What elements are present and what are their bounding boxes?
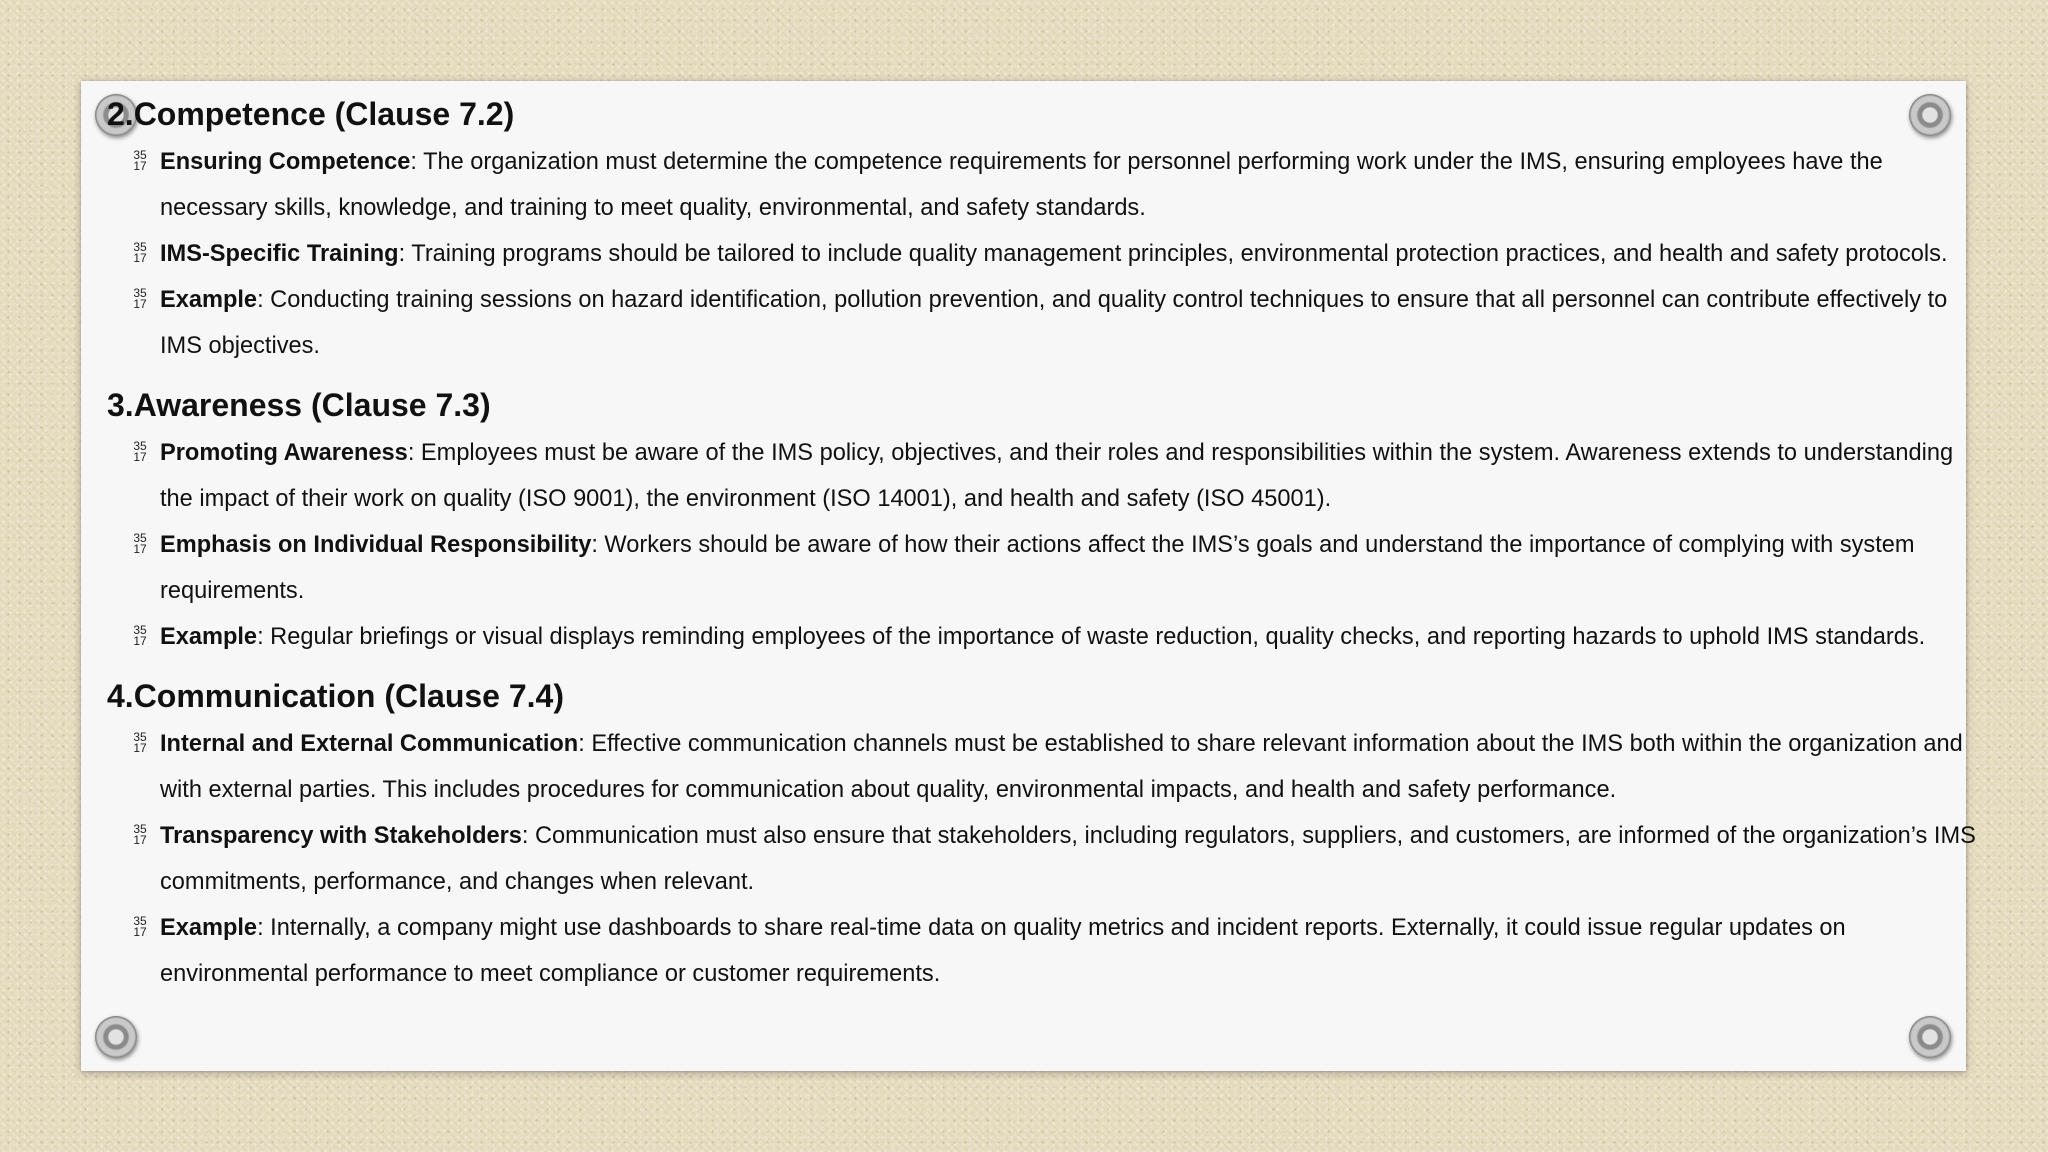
bullet-text: : The organization must determine the competence requirements for personnel performing work under the IMS, ensuring employees have the necessary skills, knowledge, and training to meet quality, environmental, and safety standards. — [160, 149, 1883, 221]
section-title: 3.Awareness (Clause 7.3) — [107, 387, 491, 423]
bullet-icon: 35 17 — [133, 439, 147, 464]
bullet-text: : Workers should be aware of how their actions affect the IMS’s goals and understand the importance of complying with system requirements. — [160, 532, 1915, 604]
bullet-icon: 35 17 — [133, 148, 147, 173]
bullet-item — [107, 905, 1990, 997]
bullet-term: Ensuring Competence — [160, 149, 411, 175]
bullet-term: Emphasis on Individual Responsibility — [160, 532, 592, 558]
bullet-text: : Training programs should be tailored to include quality management principles, environmental protection practices, and health and safety protocols. — [398, 241, 1948, 267]
bullet-icon: 35 17 — [133, 914, 147, 939]
bullet-term: IMS-Specific Training — [160, 241, 399, 267]
pushpin-icon — [1909, 1016, 1951, 1058]
slide-content — [107, 90, 1987, 997]
bullet-item — [107, 614, 1990, 660]
bullet-icon: 35 17 — [133, 240, 147, 265]
bullet-item — [107, 430, 1990, 522]
bullet-item — [107, 522, 1990, 614]
bullet-item — [107, 813, 1990, 905]
bullet-item — [107, 139, 1990, 231]
bullet-icon: 35 17 — [133, 730, 147, 755]
bullet-text: : Internally, a company might use dashboards to share real-time data on quality metrics and incident reports. Externally, it could issue regular updates on environmental performance to meet compliance or customer requirements. — [160, 915, 1846, 987]
bullet-text: : Conducting training sessions on hazard identification, pollution prevention, and quality control techniques to ensure that all personnel can contribute effectively to IMS objectives. — [160, 287, 1948, 359]
bullet-text: : Effective communication channels must be established to share relevant information about the IMS both within the organization and with external parties. This includes procedures for communication about quality, environmental impacts, and health and safety performance. — [160, 731, 1963, 803]
section-title: 4.Communication (Clause 7.4) — [107, 678, 564, 714]
bullet-icon: 35 17 — [133, 822, 147, 847]
bullet-icon: 35 17 — [133, 623, 147, 648]
bullet-icon: 35 17 — [133, 286, 147, 311]
bullet-item — [107, 231, 1990, 277]
pushpin-icon — [95, 1016, 137, 1058]
bullet-term: Internal and External Communication — [160, 731, 579, 757]
bullet-text: : Communication must also ensure that stakeholders, including regulators, suppliers, and customers, are informed of the organization’s IMS commitments, performance, and changes when relevant. — [160, 823, 1976, 895]
bullet-item — [107, 277, 1990, 369]
bullet-term: Promoting Awareness — [160, 440, 408, 466]
bullet-icon: 35 17 — [133, 531, 147, 556]
bullet-term: Example — [160, 915, 258, 941]
bullet-item — [107, 721, 1990, 813]
section-title: 2.Competence (Clause 7.2) — [107, 96, 515, 132]
bullet-text: : Regular briefings or visual displays reminding employees of the importance of waste reduction, quality checks, and reporting hazards to uphold IMS standards. — [257, 624, 1926, 650]
bullet-text: : Employees must be aware of the IMS policy, objectives, and their roles and responsibilities within the system. Awareness extends to understanding the impact of their work on quality (ISO 9001), the environment (ISO 14001), and health and safety (ISO 45001). — [160, 440, 1954, 512]
bullet-term: Example — [160, 624, 258, 650]
bullet-term: Example — [160, 287, 258, 313]
bullet-term: Transparency with Stakeholders — [160, 823, 522, 849]
